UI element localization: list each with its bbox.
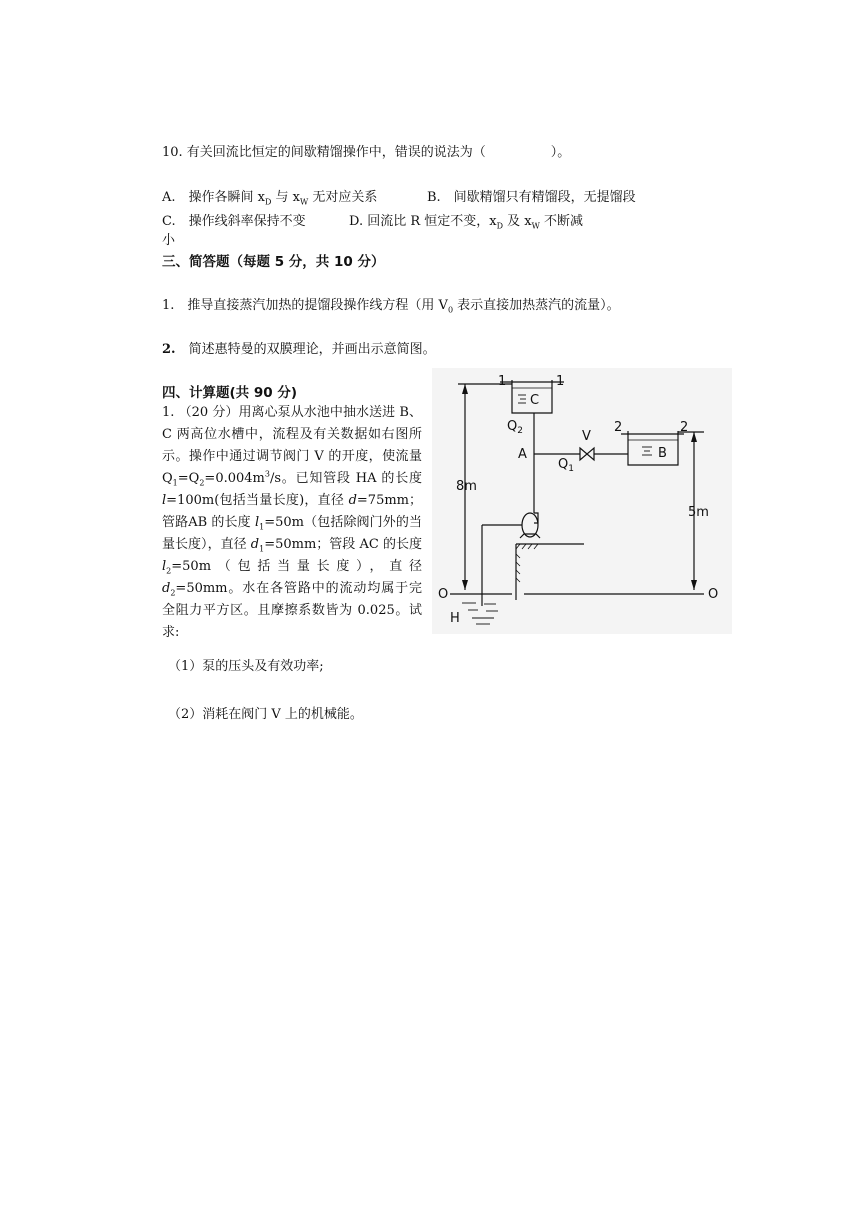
level-2-left-label: 2 — [614, 420, 623, 435]
sub-question-1: （1）泵的压头及有效功率; — [168, 659, 324, 674]
datum-right-label: O — [708, 587, 719, 602]
q10-option-c: C. 操作线斜率保持不变 — [162, 214, 306, 229]
section3-q1: 1. 推导直接蒸汽加热的提馏段操作线方程（用 $V_0$ 表示直接加热蒸汽的流量）。 — [162, 298, 620, 315]
q10-stem: 10. 有关回流比恒定的间歇精馏操作中，错误的说法为（ ）。 — [162, 145, 571, 160]
tank-b-label: B — [658, 446, 667, 461]
q10-option-b: B. 间歇精馏只有精馏段，无提馏段 — [427, 190, 636, 205]
section3-heading: 三、简答题（每题 5 分，共 10 分） — [162, 254, 385, 270]
level-1-left-label: 1 — [498, 374, 507, 389]
section4-heading: 四、计算题(共 90 分) — [162, 385, 298, 401]
level-1-right-label: 1 — [556, 374, 565, 389]
q2-label: $Q_2$ — [507, 419, 523, 436]
height-8m-label: 8m — [456, 479, 477, 494]
pool-icon — [462, 603, 498, 624]
valve-label: V — [582, 429, 591, 444]
section3-q2: 2. 简述惠特曼的双膜理论，并画出示意简图。 — [162, 342, 436, 357]
q10-option-a: A. 操作各瞬间 $x_D$ 与 $x_W$ 无对应关系 — [162, 190, 378, 207]
tank-c-label: C — [530, 393, 540, 408]
pool-h-label: H — [450, 611, 460, 626]
tank-b — [628, 431, 678, 465]
junction-a-label: A — [518, 447, 527, 462]
liquid-level-icon — [518, 395, 526, 403]
q10-option-d: D. 回流比 R 恒定不变，$x_D$ 及 $x_W$ 不断减 — [349, 214, 584, 231]
problem-1-text: 1. （20 分）用离心泵从水池中抽水送进 B、C 两高位水槽中，流程及有关数据如右图所示。操作中通过调节阀门 V 的开度，使流量 $Q_1=Q_2=0.004m^3/s$。已知管段 HA 的长度 l=100m(包括当量长度)，直径 d=75mm；管路AB 的长度 $l_1=50m$（包括除阀门外的当量长度），直径 $d_1=50mm$；管段 AC 的长度 $l_2=50m$（包括当量长度），直径 $d_2=50mm$。水在各管路中的流动均属于完全阻力平方区。且摩擦系数皆为 0.025。试求: — [162, 405, 422, 640]
level-2-right-label: 2 — [680, 420, 689, 435]
pump-system-diagram — [432, 368, 732, 634]
valve-v — [580, 448, 594, 460]
height-5m-label: 5m — [688, 505, 709, 520]
q10-option-d-wrap: 小 — [162, 233, 176, 248]
datum-left-label: O — [438, 587, 449, 602]
q1-label: $Q_1$ — [558, 457, 574, 474]
sub-question-2: （2）消耗在阀门 V 上的机械能。 — [168, 707, 363, 722]
